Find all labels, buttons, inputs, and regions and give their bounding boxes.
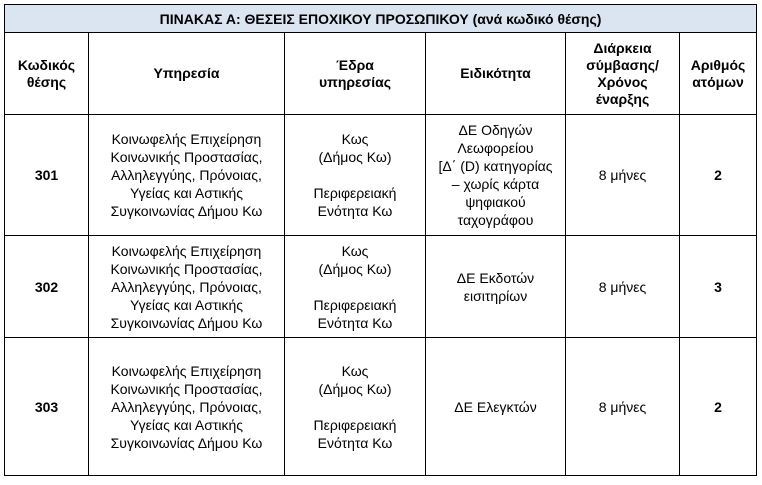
header-count	[680, 33, 757, 115]
duration-cell: 8 μήνες	[566, 115, 680, 236]
text-line: Συγκοινωνίας Δήμου Κω	[110, 314, 263, 331]
table-row	[5, 115, 757, 236]
header-seat	[285, 33, 426, 115]
position-code: 301	[5, 115, 89, 236]
text-line: υπηρεσίας	[318, 73, 392, 90]
text-line: Διάρκεια	[593, 39, 652, 56]
text-line: ψηφιακού	[465, 194, 526, 210]
text-line: Ενότητα Κω	[317, 314, 393, 331]
duration-cell: 8 μήνες	[566, 236, 680, 338]
count-cell: 2	[680, 338, 757, 476]
seat-city	[287, 242, 423, 278]
table-title-row	[5, 5, 757, 33]
text-line: έναρξης	[595, 90, 650, 107]
seat-region	[287, 416, 423, 452]
text-line: Ενότητα Κω	[317, 203, 393, 219]
text-line: (Δήμος Κω)	[318, 149, 392, 165]
text-line: Υπηρεσία	[153, 65, 220, 81]
seat-region	[287, 184, 423, 220]
text-line: Ειδικότητα	[460, 65, 531, 81]
position-code: 303	[5, 338, 89, 476]
text-line: Αλληλεγγύης, Πρόνοιας,	[111, 278, 262, 295]
text-line: ΔΕ Οδηγών	[458, 122, 533, 138]
text-line: Κως	[341, 362, 369, 379]
header-specialty	[426, 33, 566, 115]
seat-city	[287, 362, 423, 398]
specialty-cell	[426, 338, 566, 476]
count-cell: 2	[680, 115, 757, 236]
text-line: εισιτηρίων	[463, 287, 528, 304]
text-line: Χρόνος	[597, 73, 648, 90]
text-line: Έδρα	[336, 56, 374, 73]
text-line: σύμβασης/	[586, 56, 659, 73]
seat-cell	[285, 236, 426, 338]
service-cell	[89, 115, 285, 236]
text-line: θέσης	[26, 73, 67, 90]
seat-city	[287, 130, 423, 166]
text-line: Συγκοινωνίας Δήμου Κω	[110, 203, 263, 219]
text-line: Συγκοινωνίας Δήμου Κω	[110, 434, 263, 451]
text-line: Περιφερειακή	[313, 185, 397, 201]
text-line: (Δήμος Κω)	[318, 260, 392, 277]
table-title: ΠΙΝΑΚΑΣ Α: ΘΕΣΕΙΣ ΕΠΟΧΙΚΟΥ ΠΡΟΣΩΠΙΚΟΥ (ανά κωδικό θέσης)	[5, 5, 757, 33]
text-line: Κωδικός	[17, 56, 76, 73]
table-row	[5, 338, 757, 476]
text-line: Κως	[341, 131, 369, 147]
text-line: Κοινωνικής Προστασίας,	[110, 149, 263, 165]
seat-cell	[285, 115, 426, 236]
text-line: Περιφερειακή	[313, 416, 397, 433]
text-line: [Δ΄ (D) κατηγορίας	[438, 158, 553, 174]
seat-cell	[285, 338, 426, 476]
header-code	[5, 33, 89, 115]
text-line: ταχογράφου	[457, 212, 534, 228]
count-cell: 3	[680, 236, 757, 338]
staff-positions-table	[4, 4, 757, 476]
text-line: ατόμων	[692, 73, 744, 90]
header-service	[89, 33, 285, 115]
service-cell	[89, 338, 285, 476]
seat-region	[287, 296, 423, 332]
text-line: Κοινωνικής Προστασίας,	[110, 380, 263, 397]
duration-cell: 8 μήνες	[566, 338, 680, 476]
text-line: Υγείας και Αστικής	[129, 296, 244, 313]
text-line: Κοινωφελής Επιχείρηση	[111, 242, 262, 259]
service-cell	[89, 236, 285, 338]
text-line: Υγείας και Αστικής	[129, 416, 244, 433]
text-line: – χωρίς κάρτα	[451, 176, 540, 192]
text-line: Κοινωνικής Προστασίας,	[110, 260, 263, 277]
text-line: Περιφερειακή	[313, 296, 397, 313]
specialty-cell	[426, 236, 566, 338]
text-line: (Δήμος Κω)	[318, 380, 392, 397]
text-line: Αριθμός	[690, 56, 746, 73]
text-line: Αλληλεγγύης, Πρόνοιας,	[111, 167, 262, 183]
text-line: Υγείας και Αστικής	[129, 185, 244, 201]
specialty-cell	[426, 115, 566, 236]
table-header-row	[5, 33, 757, 115]
text-line: Ενότητα Κω	[317, 434, 393, 451]
text-line: Κοινωφελής Επιχείρηση	[111, 362, 262, 379]
table-row	[5, 236, 757, 338]
text-line: Λεωφορείου	[457, 140, 534, 156]
text-line: Κως	[341, 242, 369, 259]
text-line: ΔΕ Ελεγκτών	[454, 398, 537, 415]
header-duration	[566, 33, 680, 115]
text-line: ΔΕ Εκδοτών	[456, 269, 535, 286]
text-line: Αλληλεγγύης, Πρόνοιας,	[111, 398, 262, 415]
text-line: Κοινωφελής Επιχείρηση	[111, 131, 262, 147]
position-code: 302	[5, 236, 89, 338]
